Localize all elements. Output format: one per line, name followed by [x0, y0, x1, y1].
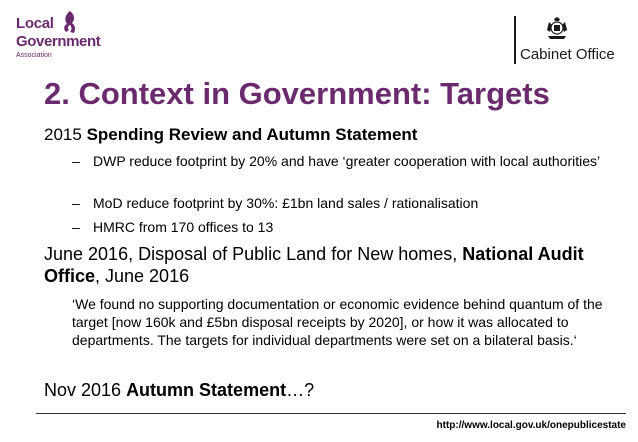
section1-title: Spending Review and Autumn Statement	[86, 125, 418, 144]
bullet-dwp: DWP reduce footprint by 20% and have ‘greater cooperation with local authorities’	[93, 153, 601, 169]
lga-logo-line1: Local	[16, 15, 54, 32]
lga-logo-line3: Association	[16, 52, 52, 59]
section2-lead: June 2016, Disposal of Public Land for New homes,	[44, 244, 463, 264]
section1-heading	[44, 124, 417, 145]
lga-emblem-icon	[58, 10, 80, 34]
section3-heading	[44, 379, 604, 401]
slide-title: 2. Context in Government: Targets	[44, 76, 550, 111]
section3-tail: …?	[286, 380, 315, 400]
lga-logo-line2: Government	[16, 33, 101, 50]
cabinet-office-bar	[514, 16, 516, 64]
nao-quote: ‘We found no supporting documentation or economic evidence behind quantum of the target [now 160k and £5bn disposal receipts by 2020], or how it was allocated to departments. The targets for individual departments were set on a bilateral basis.‘	[72, 296, 603, 348]
cabinet-office-text: Cabinet Office	[520, 46, 615, 63]
footer-divider	[36, 413, 626, 414]
section2-heading	[44, 243, 604, 287]
bullet-dash: –	[72, 195, 80, 211]
bullet-mod: MoD reduce footprint by 30%: £1bn land sales / rationalisation	[93, 195, 479, 211]
lga-logo	[16, 10, 136, 76]
bullet-dash: –	[72, 219, 80, 235]
section3-lead: Nov 2016	[44, 380, 127, 400]
royal-crest-icon	[544, 16, 570, 40]
section1-year: 2015	[44, 125, 82, 144]
footer-url-link[interactable]: http://www.local.gov.uk/onepublicestate	[436, 420, 626, 431]
cabinet-office-logo	[510, 16, 628, 66]
section3-bold: Autumn Statement	[126, 380, 287, 400]
bullet-dash: –	[72, 153, 80, 169]
section2-tail: , June 2016	[95, 266, 190, 286]
bullet-hmrc: HMRC from 170 offices to 13	[93, 219, 274, 235]
section2-bold: National Audit Office	[44, 244, 584, 286]
